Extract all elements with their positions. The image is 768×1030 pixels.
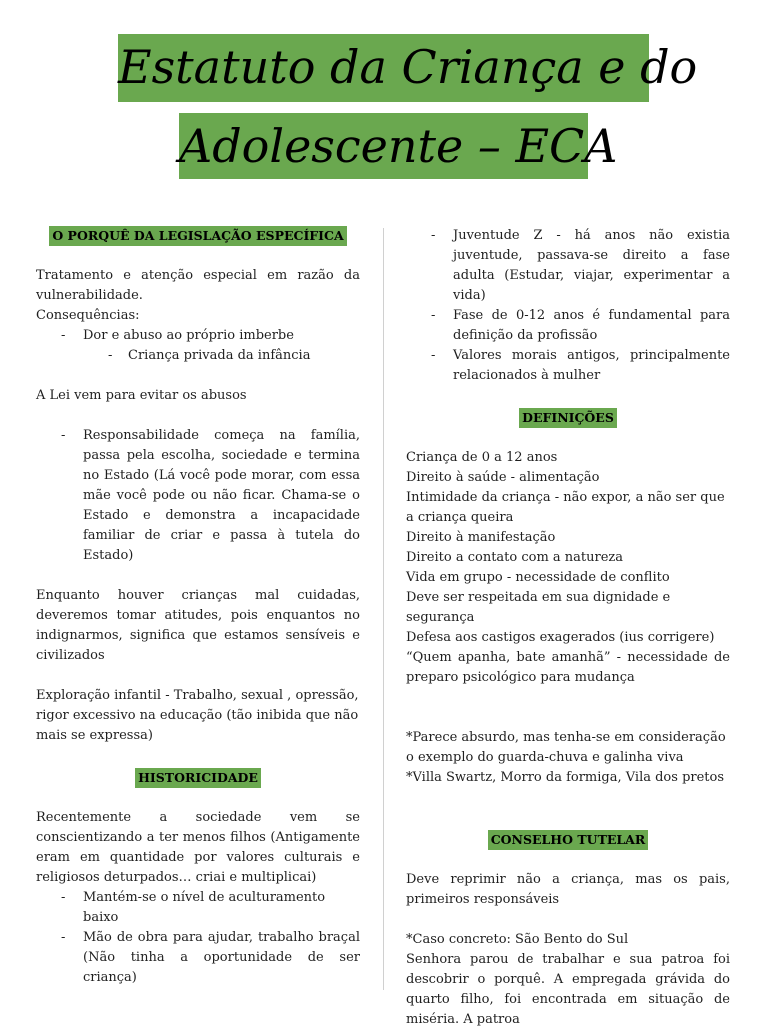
list-item: - Valores morais antigos, principalmente relacionados à mulher xyxy=(453,346,730,386)
paragraph: Consequências: xyxy=(36,308,140,323)
column-divider xyxy=(383,228,384,990)
paragraph: Exploração infantil - Trabalho, sexual , opressão, rigor excessivo na educação (tão inibida que não mais se expressa) xyxy=(36,688,359,743)
paragraph: A Lei vem para evitar os abusos xyxy=(36,388,247,403)
section-heading-definicoes: DEFINIÇÕES xyxy=(519,408,617,428)
right-column xyxy=(406,226,730,1030)
note: *Parece absurdo, mas tenha-se em consideração o exemplo do guarda-chuva e galinha viva xyxy=(406,730,726,765)
sub-bullet-list xyxy=(36,346,360,366)
definition-item: “Quem apanha, bate amanhã” - necessidade de preparo psicológico para mudança xyxy=(406,650,730,685)
paragraph: Tratamento e atenção especial em razão da vulnerabilidade. xyxy=(36,268,360,303)
list-item: - Juventude Z - há anos não existia juventude, passava-se direito a fase adulta (Estudar, viajar, experimentar a vida) xyxy=(453,226,730,306)
definition-item: Intimidade da criança - não expor, a não ser que a criança queira xyxy=(406,490,725,525)
bullet-list xyxy=(36,888,360,988)
list-item: - Dor e abuso ao próprio imberbe xyxy=(83,326,360,346)
list-item: - Mão de obra para ajudar, trabalho braçal (Não tinha a oportunidade de ser criança) xyxy=(83,928,360,988)
paragraph: Deve reprimir não a criança, mas os pais, primeiros responsáveis xyxy=(406,872,730,907)
bullet-list xyxy=(36,326,360,346)
list-item: - Responsabilidade começa na família, passa pela escolha, sociedade e termina no Estado (Lá você pode morar, com essa mãe você pode ou não ficar. Chama-se o Estado e demonstra a incapacidade familiar de criar e passa à tutela do Estado) xyxy=(83,426,360,566)
definition-item: Vida em grupo - necessidade de conflito xyxy=(406,570,670,585)
definition-item: Criança de 0 a 12 anos xyxy=(406,450,558,465)
definition-item: Defesa aos castigos exagerados (ius corrigere) xyxy=(406,630,715,645)
section-heading-conselho-tutelar: CONSELHO TUTELAR xyxy=(488,830,649,850)
definition-item: Deve ser respeitada em sua dignidade e segurança xyxy=(406,590,671,625)
bullet-list xyxy=(406,226,730,386)
section-heading-historicidade: HISTORICIDADE xyxy=(135,768,261,788)
section-heading-porque: O PORQUÊ DA LEGISLAÇÃO ESPECÍFICA xyxy=(49,226,346,246)
definition-item: Direito à manifestação xyxy=(406,530,556,545)
bullet-list xyxy=(36,426,360,566)
list-item: - Fase de 0-12 anos é fundamental para definição da profissão xyxy=(453,306,730,346)
paragraph: Enquanto houver crianças mal cuidadas, deveremos tomar atitudes, pois enquantos no indignarmos, significa que estamos sensíveis e civilizados xyxy=(36,588,360,663)
title-line-2: Adolescente – ECA xyxy=(179,113,588,179)
note: *Villa Swartz, Morro da formiga, Vila dos pretos xyxy=(406,770,725,785)
definition-item: Direito a contato com a natureza xyxy=(406,550,624,565)
paragraph: Recentemente a sociedade vem se conscientizando a ter menos filhos (Antigamente eram em quantidade por valores culturais e religiosos deturpados… criai e multiplicai) xyxy=(36,810,360,885)
title-line-1: Estatuto da Criança e do xyxy=(118,34,649,102)
list-item: - Criança privada da infância xyxy=(128,346,360,366)
paragraph: Senhora parou de trabalhar e sua patroa foi descobrir o porquê. A empregada grávida do quarto filho, foi encontrada em situação de miséria. A patroa xyxy=(406,952,730,1027)
list-item: - Mantém-se o nível de aculturamento baixo xyxy=(83,888,360,928)
definition-item: Direito à saúde - alimentação xyxy=(406,470,600,485)
left-column xyxy=(36,226,360,988)
case-label: *Caso concreto: São Bento do Sul xyxy=(406,932,629,947)
